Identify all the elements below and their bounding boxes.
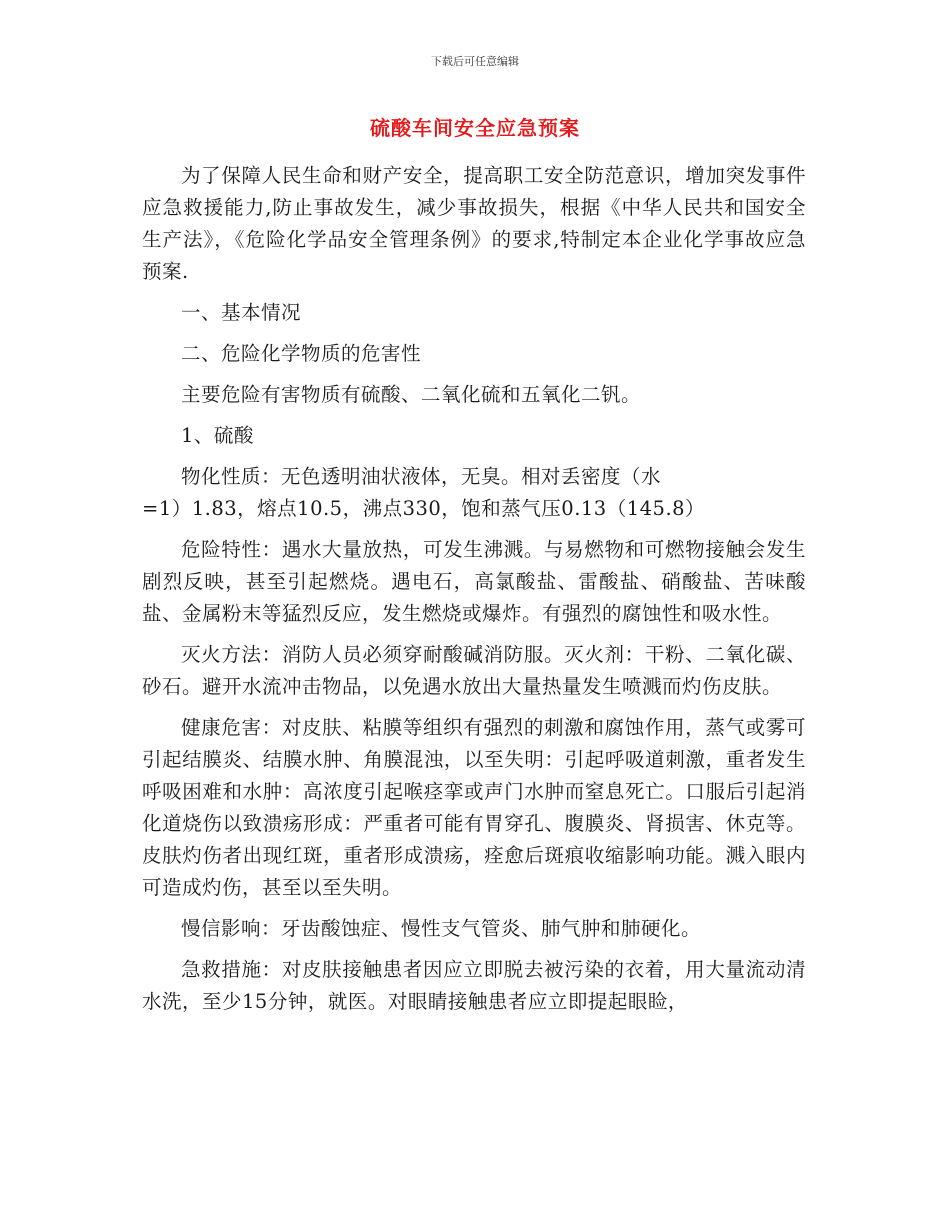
paragraph-intro: 为了保障人民生命和财产安全，提高职工安全防范意识，增加突发事件应急救援能力,防止事故发生，减少事故损失，根据《中华人民共和国安全生产法》，《危险化学品安全管理条例》的要求,特制定本企业化学事故应急预案. xyxy=(142,164,806,283)
document-body xyxy=(142,160,806,1018)
paragraph-main-hazards: 主要危险有害物质有硫酸、二氧化硫和五氧化二钒。 xyxy=(181,383,642,406)
paragraph-properties-continued: =1）1.83，熔点10.5，沸点330，饱和蒸气压0.13（145.8） xyxy=(142,497,706,520)
section-heading-hazards: 二、危险化学物质的危害性 xyxy=(181,342,422,365)
paragraph-first-aid: 急救措施：对皮肤接触患者因应立即脱去被污染的衣着，用大量流动清水洗，至少15分钟，就医。对眼睛接触患者应立即提起眼睑， xyxy=(142,958,806,1013)
section-heading-basic-info: 一、基本情况 xyxy=(181,301,302,324)
document-title: 硫酸车间安全应急预案 xyxy=(370,116,580,140)
paragraph-properties: 物化性质：无色透明油状液体，无臭。相对丢密度（水 xyxy=(181,465,662,488)
paragraph-danger-characteristics: 危险特性：遇水大量放热，可发生沸溅。与易燃物和可燃物接触会发生剧烈反映，甚至引起燃烧。遇电石，高氯酸盐、雷酸盐、硝酸盐、苦味酸盐、金属粉末等猛烈反应，发生燃烧或爆炸。有强烈的腐蚀性和吸水性。 xyxy=(142,538,806,625)
paragraph-chronic-effects: 慢信影响：牙齿酸蚀症、慢性支气管炎、肺气肿和肺硬化。 xyxy=(181,917,702,940)
subsection-heading-sulfuric-acid: 1、硫酸 xyxy=(181,424,254,447)
page-header: 下载后可任意编辑 xyxy=(431,55,519,68)
paragraph-fire-extinguishing: 灭火方法：消防人员必须穿耐酸碱消防服。灭火剂：干粉、二氧化碳、砂石。避开水流冲击物品，以免遇水放出大量热量发生喷溅而灼伤皮肤。 xyxy=(142,643,806,698)
paragraph-health-hazards: 健康危害：对皮肤、粘膜等组织有强烈的刺激和腐蚀作用，蒸气或雾可引起结膜炎、结膜水肿、角膜混浊，以至失明：引起呼吸道刺激，重者发生呼吸困难和水肿：高浓度引起喉痉挛或声门水肿而窒息死亡。口服后引起消化道烧伤以致溃疡形成：严重者可能有胃穿孔、腹膜炎、肾损害、休克等。皮肤灼伤者出现红斑，重者形成溃疡，痊愈后斑痕收缩影响功能。溅入眼内可造成灼伤，甚至以至失明。 xyxy=(142,716,806,899)
